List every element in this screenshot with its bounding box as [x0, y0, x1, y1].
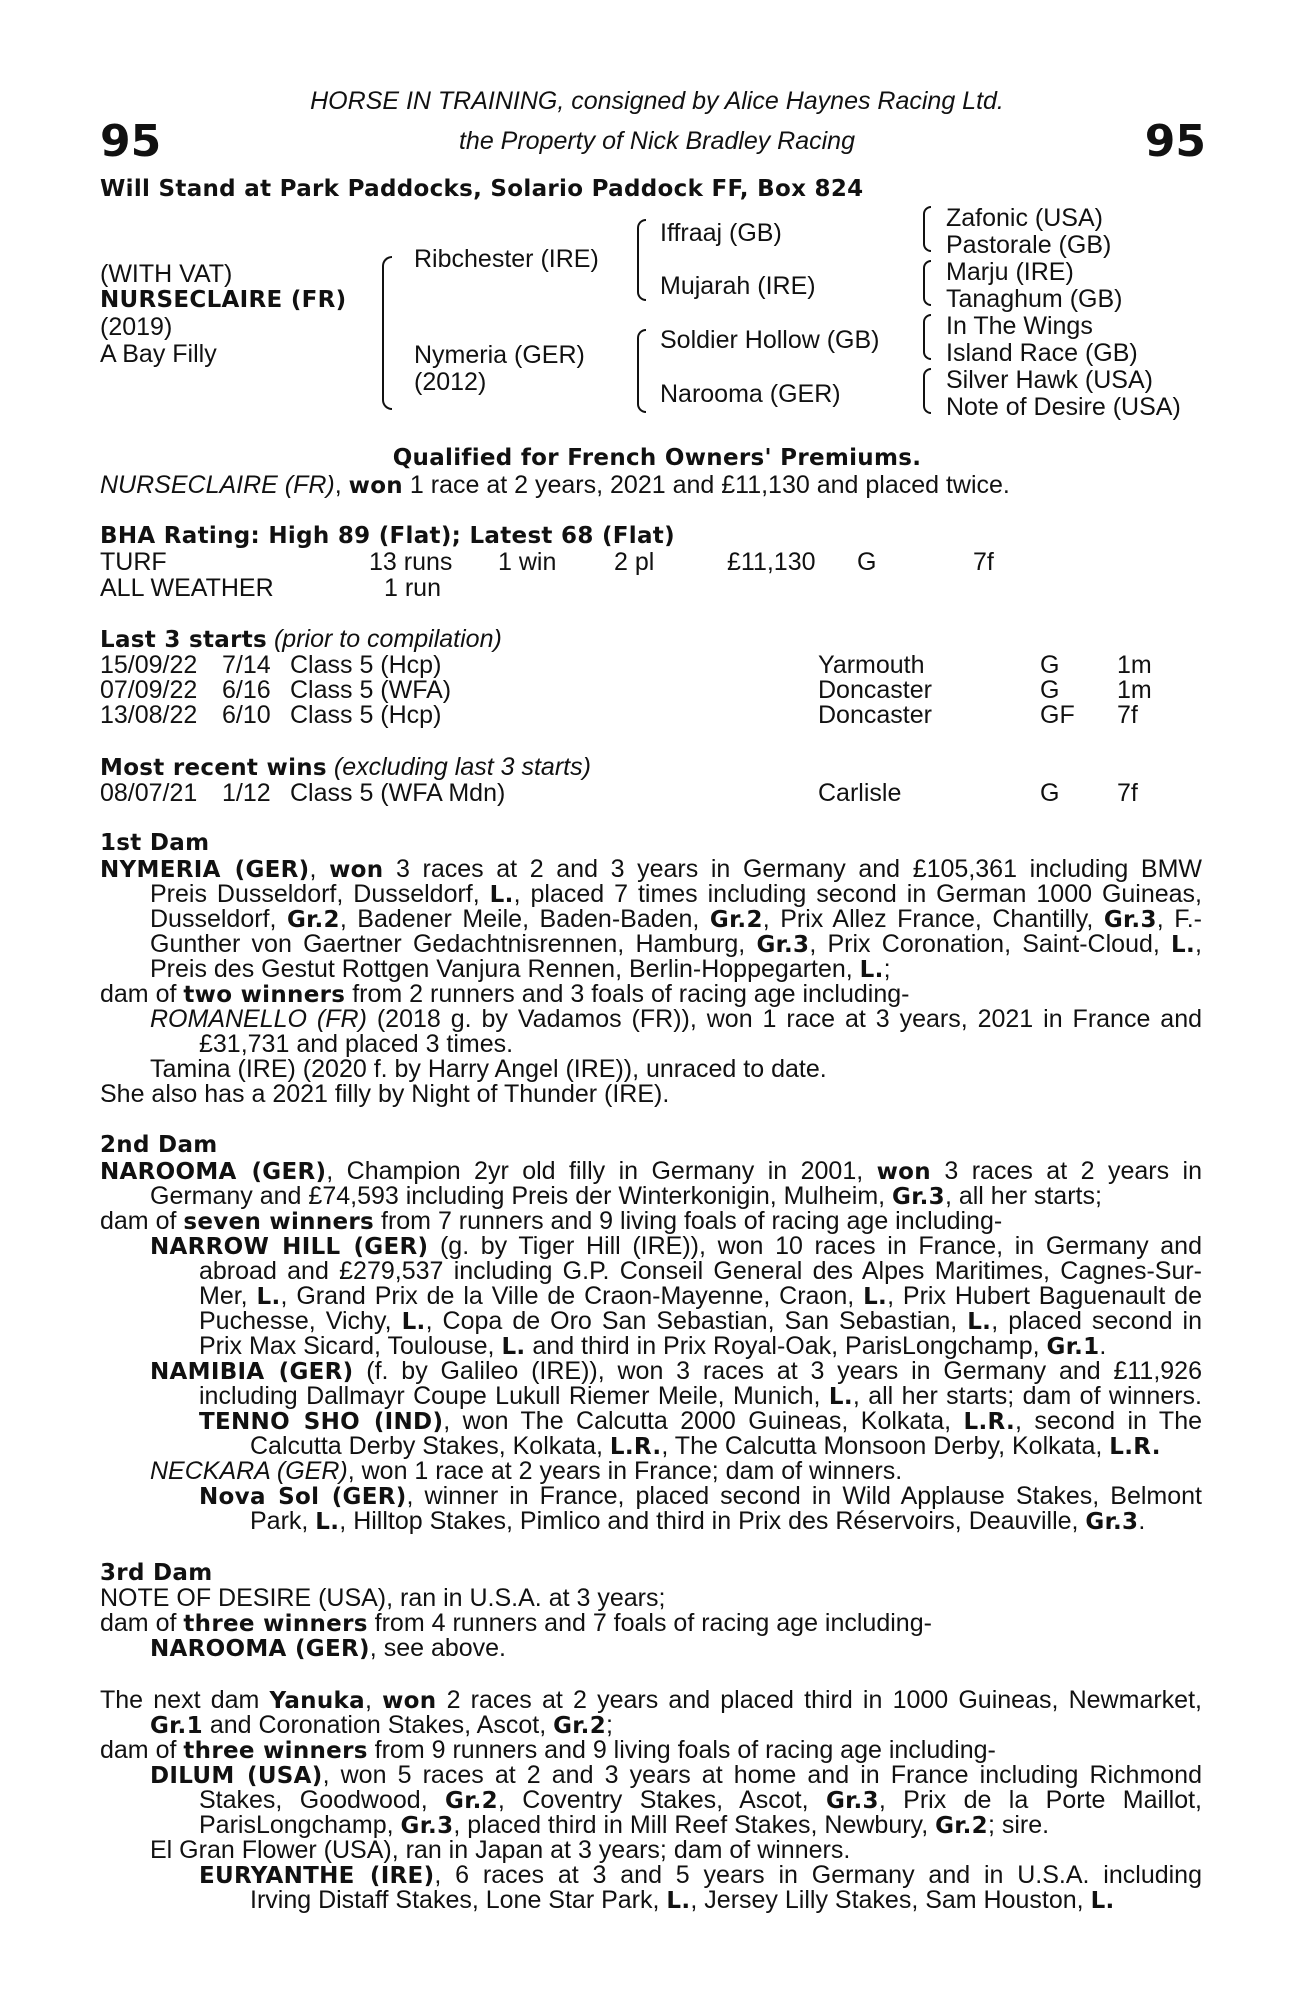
- stand-line: Will Stand at Park Paddocks, Solario Paddock FF, Box 824: [100, 176, 864, 202]
- summary-horse: NURSECLAIRE (FR): [100, 471, 335, 499]
- sire: Ribchester (IRE): [414, 245, 599, 273]
- summary-line: NURSECLAIRE (FR), won 1 race at 2 years, 2021 and £11,130 and placed twice.: [100, 471, 1010, 499]
- horse-year: (2019): [100, 313, 173, 341]
- gg-4: Tanaghum (GB): [946, 285, 1123, 313]
- recent-wins-heading: Most recent wins (excluding last 3 starts): [100, 753, 591, 781]
- sire-sire: Iffraaj (GB): [660, 219, 782, 247]
- bha-heading: BHA Rating: High 89 (Flat); Latest 68 (Flat): [100, 523, 675, 549]
- lot-number-left: 95: [100, 116, 162, 167]
- gg-2: Pastorale (GB): [946, 231, 1112, 259]
- horse-description: A Bay Filly: [100, 340, 217, 368]
- consignor-line: HORSE IN TRAINING, consigned by Alice Haynes Racing Ltd.: [310, 87, 1004, 115]
- first-dam-heading: 1st Dam: [100, 830, 210, 856]
- lot-number-right: 95: [1144, 116, 1206, 167]
- premium-note: Qualified for French Owners' Premiums.: [392, 445, 922, 471]
- horse-name: NURSECLAIRE (FR): [100, 287, 347, 313]
- gg-6: Island Race (GB): [946, 339, 1138, 367]
- sire-dam: Mujarah (IRE): [660, 272, 816, 300]
- second-dam-heading: 2nd Dam: [100, 1132, 218, 1158]
- gg-1: Zafonic (USA): [946, 204, 1103, 232]
- gg-3: Marju (IRE): [946, 258, 1074, 286]
- brace-g2: [923, 260, 931, 306]
- brace-g4: [923, 368, 931, 414]
- property-line: the Property of Nick Bradley Racing: [458, 127, 855, 155]
- brace-sire-parents: [637, 219, 646, 301]
- vat-note: (WITH VAT): [100, 260, 233, 288]
- brace-g1: [923, 206, 931, 252]
- gg-7: Silver Hawk (USA): [946, 366, 1153, 394]
- dam: Nymeria (GER): [414, 341, 585, 369]
- brace-dam-parents: [637, 329, 646, 413]
- last-starts-heading: Last 3 starts (prior to compilation): [100, 625, 502, 653]
- brace-sire-dam: [382, 256, 392, 410]
- dam-sire: Soldier Hollow (GB): [660, 326, 880, 354]
- gg-5: In The Wings: [946, 312, 1093, 340]
- third-dam-heading: 3rd Dam: [100, 1560, 213, 1586]
- brace-g3: [923, 314, 931, 360]
- dam-dam: Narooma (GER): [660, 380, 841, 408]
- gg-8: Note of Desire (USA): [946, 393, 1181, 421]
- dam-year: (2012): [414, 368, 487, 396]
